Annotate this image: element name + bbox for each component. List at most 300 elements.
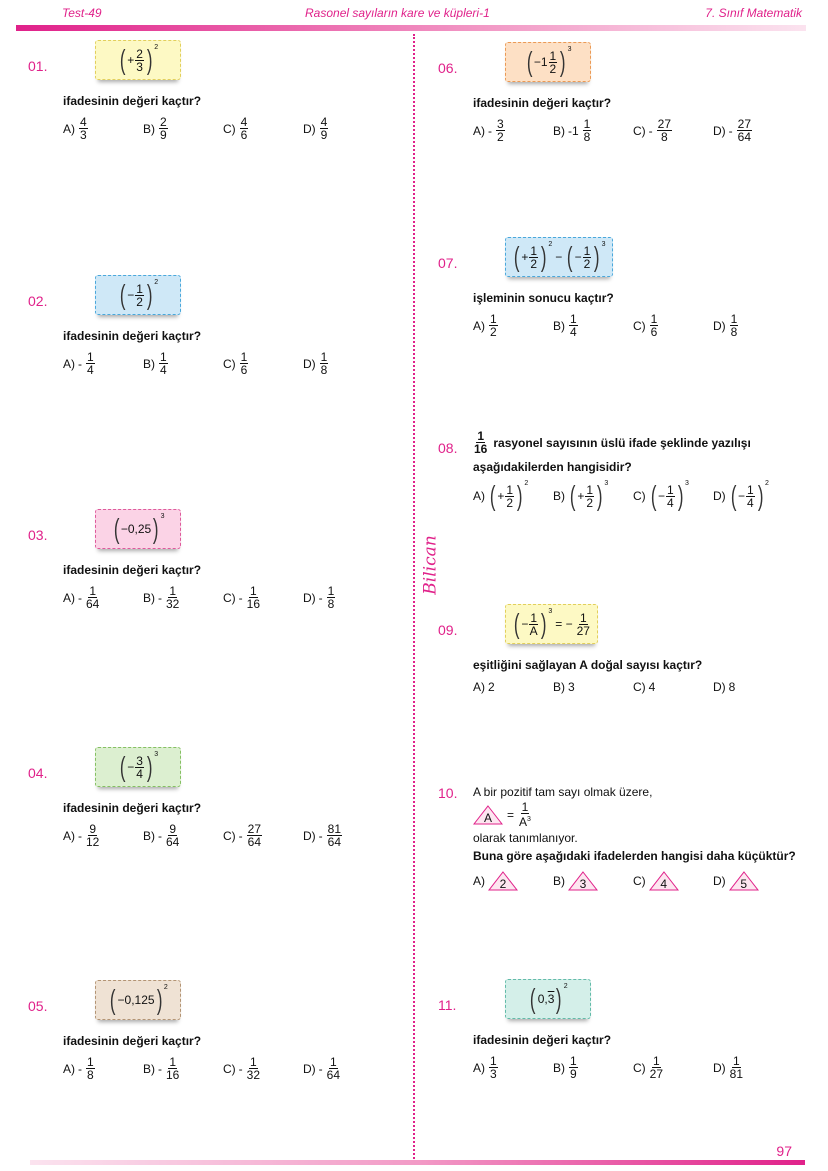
answer-option[interactable] <box>63 351 143 376</box>
option-label: D) <box>713 1060 726 1075</box>
question-number: 10. <box>438 785 458 801</box>
option-value: 8 <box>728 680 736 694</box>
numerator: 1 <box>160 350 167 364</box>
numerator: 1 <box>730 312 738 326</box>
fraction <box>159 116 168 141</box>
answer-option[interactable] <box>63 585 143 610</box>
answer-options <box>63 585 383 610</box>
answer-option[interactable] <box>553 313 633 338</box>
exponent: 2 <box>765 480 769 487</box>
sign: − <box>738 489 746 503</box>
sign: - <box>488 123 492 138</box>
answer-option[interactable] <box>633 680 713 694</box>
paren-open: ( <box>530 983 536 1014</box>
numerator: 27 <box>737 117 752 131</box>
inner-value: −0,25 <box>120 522 152 536</box>
numerator: 1 <box>653 1054 660 1068</box>
parenthesized-expression <box>565 243 605 271</box>
numerator: 2 <box>160 115 167 129</box>
sign: - <box>728 123 733 138</box>
paren-open: ( <box>489 480 496 511</box>
expression-box <box>505 237 613 277</box>
parenthesized-expression <box>112 515 165 543</box>
parenthesized-expression <box>108 986 168 1014</box>
sign: − <box>658 489 666 503</box>
numerator: 1 <box>667 482 674 497</box>
paren-close: ) <box>560 46 566 77</box>
fraction <box>247 823 262 848</box>
numerator: 2 <box>136 46 143 61</box>
triangle-value: A <box>483 810 492 825</box>
answer-option[interactable] <box>303 823 383 848</box>
paren-close: ) <box>146 279 153 310</box>
denominator: 27 <box>649 1067 664 1081</box>
numerator: 1 <box>549 48 557 63</box>
paren-open: ( <box>650 480 657 511</box>
denominator: 4 <box>136 766 143 781</box>
question-text <box>473 430 751 455</box>
question-number: 03. <box>28 527 48 543</box>
answer-option[interactable] <box>473 680 553 694</box>
denominator: 16 <box>246 597 261 611</box>
answer-options <box>63 351 383 376</box>
parenthesized-expression <box>488 482 528 510</box>
answer-option[interactable] <box>63 1056 143 1081</box>
numerator: 4 <box>320 115 328 129</box>
expression-box <box>95 275 181 315</box>
answer-option[interactable] <box>553 118 633 143</box>
parenthesized-expression <box>118 46 158 74</box>
numerator: 1 <box>490 312 497 326</box>
paren-close: ) <box>556 983 562 1014</box>
triangle-value: 2 <box>499 877 507 891</box>
denominator: 64 <box>737 130 752 144</box>
fraction <box>86 585 99 610</box>
answer-options <box>63 116 383 141</box>
option-label: B) <box>143 590 155 605</box>
option-label: B) <box>553 489 565 503</box>
answer-option[interactable] <box>553 871 633 891</box>
sign: - <box>78 1061 82 1076</box>
paren-open: ( <box>113 513 119 544</box>
exponent: 3 <box>154 751 159 758</box>
fraction <box>320 116 329 141</box>
denominator: 8 <box>730 325 738 339</box>
operator: − <box>555 250 563 264</box>
exponent: 3 <box>601 241 606 248</box>
denominator: 16 <box>166 1068 180 1082</box>
exponent: 2 <box>154 279 159 286</box>
numerator: 1 <box>250 1055 257 1069</box>
denominator: 4 <box>747 495 754 510</box>
paren-close: ) <box>677 480 684 511</box>
numerator: 1 <box>87 1055 94 1069</box>
option-label: C) <box>633 489 646 503</box>
paren-open: ( <box>730 480 737 511</box>
paren-open: ( <box>526 46 532 77</box>
expression-box <box>95 40 181 80</box>
operator: = − <box>555 617 573 631</box>
numerator: 1 <box>521 800 529 814</box>
numerator: 1 <box>570 1054 577 1068</box>
option-label: A) <box>473 489 485 503</box>
inner-value: 0, <box>537 992 548 1006</box>
triangle-operator <box>649 871 679 891</box>
fraction <box>505 484 514 509</box>
denominator: 2 <box>136 294 143 309</box>
answer-option[interactable] <box>303 351 383 376</box>
numerator: 1 <box>250 584 257 598</box>
sign: - <box>238 590 243 605</box>
fraction <box>529 612 538 637</box>
fraction <box>666 484 675 509</box>
answer-option[interactable] <box>633 313 713 338</box>
sign: - <box>318 828 323 843</box>
parenthesized-expression <box>528 985 567 1013</box>
denominator: 2 <box>530 256 538 271</box>
answer-option[interactable] <box>303 585 383 610</box>
numerator: 81 <box>327 822 342 836</box>
denominator: 64 <box>327 835 342 849</box>
option-label: B) <box>143 1061 155 1076</box>
denominator: 81 <box>729 1067 744 1081</box>
answer-option[interactable] <box>143 823 223 848</box>
parenthesized-expression <box>568 482 608 510</box>
fraction <box>730 1055 743 1080</box>
denominator: 3 <box>490 1067 497 1081</box>
option-label: C) <box>633 318 646 333</box>
fraction <box>159 351 168 376</box>
numerator: 4 <box>80 115 87 129</box>
paren-close: ) <box>540 241 547 272</box>
paren-close: ) <box>146 751 153 782</box>
denominator: 16 <box>474 442 488 456</box>
option-label: B) <box>553 318 565 333</box>
fraction <box>577 612 590 637</box>
brand-logo: Bilican <box>421 532 441 597</box>
answer-option[interactable] <box>143 585 223 610</box>
answer-option[interactable] <box>713 482 793 510</box>
answer-option[interactable] <box>633 482 713 510</box>
option-label: A) <box>473 1060 485 1075</box>
sign: - <box>238 828 243 843</box>
denominator: 8 <box>327 597 335 611</box>
answer-option[interactable] <box>303 116 383 141</box>
option-label: C) <box>223 828 236 843</box>
triangle-operator <box>488 871 518 891</box>
exponent: 3 <box>685 480 689 487</box>
answer-option[interactable] <box>633 118 713 143</box>
expression-box <box>95 747 181 787</box>
fraction <box>166 823 179 848</box>
numerator: 9 <box>169 822 177 836</box>
sign: + <box>521 250 529 264</box>
answer-option[interactable] <box>553 680 633 694</box>
denominator: 2 <box>497 130 504 144</box>
answer-option[interactable] <box>473 1055 553 1080</box>
answer-options <box>63 1056 383 1081</box>
answer-options <box>473 1055 793 1080</box>
option-label: D) <box>713 874 726 888</box>
exponent: 2 <box>163 984 168 991</box>
question-text: ifadesinin değeri kaçtır? <box>63 329 202 343</box>
paren-open: ( <box>513 608 520 639</box>
option-label: C) <box>223 590 236 605</box>
denominator: 4 <box>570 325 577 339</box>
answer-option[interactable] <box>223 823 303 848</box>
answer-option[interactable] <box>303 1056 383 1081</box>
sign: - <box>238 1061 243 1076</box>
numerator: 1 <box>583 117 591 131</box>
sign: − <box>574 250 582 264</box>
paren-close: ) <box>596 480 603 511</box>
option-label: B) <box>553 1060 565 1075</box>
option-label: D) <box>303 828 316 843</box>
option-label: D) <box>303 1061 316 1076</box>
test-number: Test-49 <box>62 6 102 20</box>
numerator: 1 <box>530 610 538 625</box>
answer-options <box>473 313 793 338</box>
fraction <box>135 755 144 780</box>
answer-option[interactable] <box>713 1055 793 1080</box>
parenthesized-expression <box>729 482 769 510</box>
question-number: 08. <box>438 440 458 456</box>
numerator: 1 <box>747 482 754 497</box>
question-text: ifadesinin değeri kaçtır? <box>473 96 612 110</box>
denominator: 8 <box>87 1068 94 1082</box>
answer-options <box>473 482 793 510</box>
denominator: 9 <box>570 1067 577 1081</box>
question-text: eşitliğini sağlayan A doğal sayısı kaçtır? <box>473 658 703 672</box>
denominator: $A^3$ <box>519 815 531 829</box>
paren-open: ( <box>513 241 520 272</box>
sign: - <box>318 590 323 605</box>
answer-option[interactable] <box>223 585 303 610</box>
answer-option[interactable] <box>473 871 553 891</box>
fraction <box>86 823 99 848</box>
option-label: A) <box>63 356 75 371</box>
denominator: 9 <box>160 128 167 142</box>
option-label: C) <box>633 680 646 694</box>
denominator: 32 <box>246 1068 261 1082</box>
fraction <box>247 1056 260 1081</box>
option-label: D) <box>713 123 726 138</box>
fraction <box>583 245 592 270</box>
fraction <box>86 1056 95 1081</box>
answer-option[interactable] <box>223 116 303 141</box>
answer-option[interactable] <box>143 351 223 376</box>
numerator: 1 <box>320 350 328 364</box>
numerator: 1 <box>579 610 587 625</box>
numerator: 1 <box>89 584 97 598</box>
answer-option[interactable] <box>143 1056 223 1081</box>
definition <box>473 801 532 828</box>
answer-option[interactable] <box>633 1055 713 1080</box>
triangle-operator <box>473 805 503 825</box>
question-number: 06. <box>438 60 458 76</box>
option-label: B) <box>143 828 155 843</box>
numerator: 1 <box>169 1055 177 1069</box>
answer-option[interactable] <box>473 482 553 510</box>
answer-option[interactable] <box>633 871 713 891</box>
denominator: 2 <box>490 325 497 339</box>
sign: + <box>127 53 135 67</box>
exponent: 3 <box>527 816 531 823</box>
answer-option[interactable] <box>63 823 143 848</box>
sign: - <box>158 1061 162 1076</box>
paren-close: ) <box>540 608 547 639</box>
question-number: 07. <box>438 255 458 271</box>
question-number: 09. <box>438 622 458 638</box>
fraction <box>86 351 95 376</box>
expression-box <box>95 980 181 1020</box>
header-bar <box>16 25 806 31</box>
option-label: A) <box>473 123 485 138</box>
option-label: D) <box>713 489 726 503</box>
option-label: D) <box>303 356 316 371</box>
expression-box <box>95 509 181 549</box>
paren-close: ) <box>757 480 764 511</box>
option-label: A) <box>473 680 485 694</box>
question-number: 11. <box>438 997 457 1013</box>
question-number: 01. <box>28 58 48 74</box>
denominator: 2 <box>549 61 557 76</box>
parenthesized-expression <box>649 482 689 510</box>
answer-options <box>63 823 383 848</box>
answer-option[interactable] <box>553 1055 633 1080</box>
sign: -1 <box>568 123 579 138</box>
definition-note: olarak tanımlanıyor. <box>473 831 578 845</box>
fraction <box>327 585 336 610</box>
repeating-digit: 3 <box>547 992 555 1006</box>
question-number: 05. <box>28 998 48 1014</box>
answer-option[interactable] <box>63 116 143 141</box>
fraction <box>320 351 329 376</box>
option-value: 4 <box>648 680 656 694</box>
option-label: D) <box>713 318 726 333</box>
answer-options <box>473 680 793 694</box>
denominator: 2 <box>506 495 514 510</box>
option-label: A) <box>63 121 75 136</box>
paren-open: ( <box>119 279 126 310</box>
paren-close: ) <box>594 241 600 272</box>
exponent: 3 <box>160 513 165 520</box>
answer-option[interactable] <box>223 351 303 376</box>
fraction <box>737 118 752 143</box>
option-label: C) <box>223 1061 236 1076</box>
grade-subject: 7. Sınıf Matematik <box>705 6 802 20</box>
fraction <box>569 313 578 338</box>
fraction <box>489 313 498 338</box>
answer-option[interactable] <box>713 680 793 694</box>
answer-option[interactable] <box>553 482 633 510</box>
option-label: C) <box>223 121 236 136</box>
option-label: B) <box>553 680 565 694</box>
sign: −1 <box>533 55 548 69</box>
answer-option[interactable] <box>713 313 793 338</box>
parenthesized-expression <box>118 281 158 309</box>
expression-box <box>505 979 591 1019</box>
numerator: 1 <box>477 429 485 443</box>
answer-option[interactable] <box>473 313 553 338</box>
paren-close: ) <box>153 513 159 544</box>
exponent: 2 <box>563 983 568 990</box>
answer-option[interactable] <box>713 871 793 891</box>
denominator: 8 <box>661 130 668 144</box>
fraction <box>327 1056 340 1081</box>
question-intro: A bir pozitif tam sayı olmak üzere, <box>473 785 653 799</box>
sign: − <box>521 617 529 631</box>
denominator: 6 <box>240 363 248 377</box>
column-divider <box>413 34 415 1159</box>
numerator: 1 <box>327 584 335 598</box>
option-label: B) <box>553 874 565 888</box>
paren-open: ( <box>119 44 126 75</box>
denominator: A <box>529 623 538 638</box>
parenthesized-expression <box>118 753 158 781</box>
question-text: ifadesinin değeri kaçtır? <box>63 94 202 108</box>
numerator: 27 <box>657 117 672 131</box>
numerator: 1 <box>330 1055 337 1069</box>
equals: = <box>507 807 515 822</box>
fraction <box>583 118 592 143</box>
paren-close: ) <box>516 480 523 511</box>
answer-option[interactable] <box>223 1056 303 1081</box>
denominator: 64 <box>86 597 100 611</box>
inner-value: −0,125 <box>117 993 155 1007</box>
denominator: 27 <box>576 623 590 638</box>
numerator: 3 <box>497 117 504 131</box>
answer-option[interactable] <box>713 118 793 143</box>
numerator: 1 <box>570 312 577 326</box>
option-label: B) <box>143 121 155 136</box>
option-label: D) <box>303 590 316 605</box>
expression-box <box>505 604 598 644</box>
denominator: 4 <box>160 363 167 377</box>
parenthesized-expression <box>525 48 572 76</box>
sign: - <box>158 828 162 843</box>
numerator: 1 <box>240 350 248 364</box>
fraction <box>166 585 179 610</box>
paren-open: ( <box>119 751 126 782</box>
option-label: B) <box>143 356 155 371</box>
fraction <box>657 118 672 143</box>
numerator: 4 <box>240 115 248 129</box>
numerator: 1 <box>530 243 538 258</box>
question-text: ifadesinin değeri kaçtır? <box>63 801 202 815</box>
sign: - <box>78 590 82 605</box>
option-label: C) <box>633 1060 646 1075</box>
fraction <box>650 313 659 338</box>
option-label: C) <box>633 123 646 138</box>
fraction <box>240 351 249 376</box>
answer-option[interactable] <box>473 118 553 143</box>
parenthesized-expression <box>512 243 552 271</box>
answer-option[interactable] <box>143 116 223 141</box>
sign: - <box>318 1061 323 1076</box>
fraction <box>474 430 487 455</box>
denominator: 8 <box>320 363 328 377</box>
denominator: 64 <box>247 835 262 849</box>
option-label: A) <box>473 318 485 333</box>
page-number: 97 <box>776 1143 792 1159</box>
denominator: 9 <box>320 128 328 142</box>
numerator: 3 <box>136 753 143 768</box>
question-text: Buna göre aşağıdaki ifadelerden hangisi daha küçüktür? <box>473 849 796 863</box>
fraction <box>519 801 531 828</box>
denominator: 4 <box>87 363 94 377</box>
paren-open: ( <box>569 480 576 511</box>
